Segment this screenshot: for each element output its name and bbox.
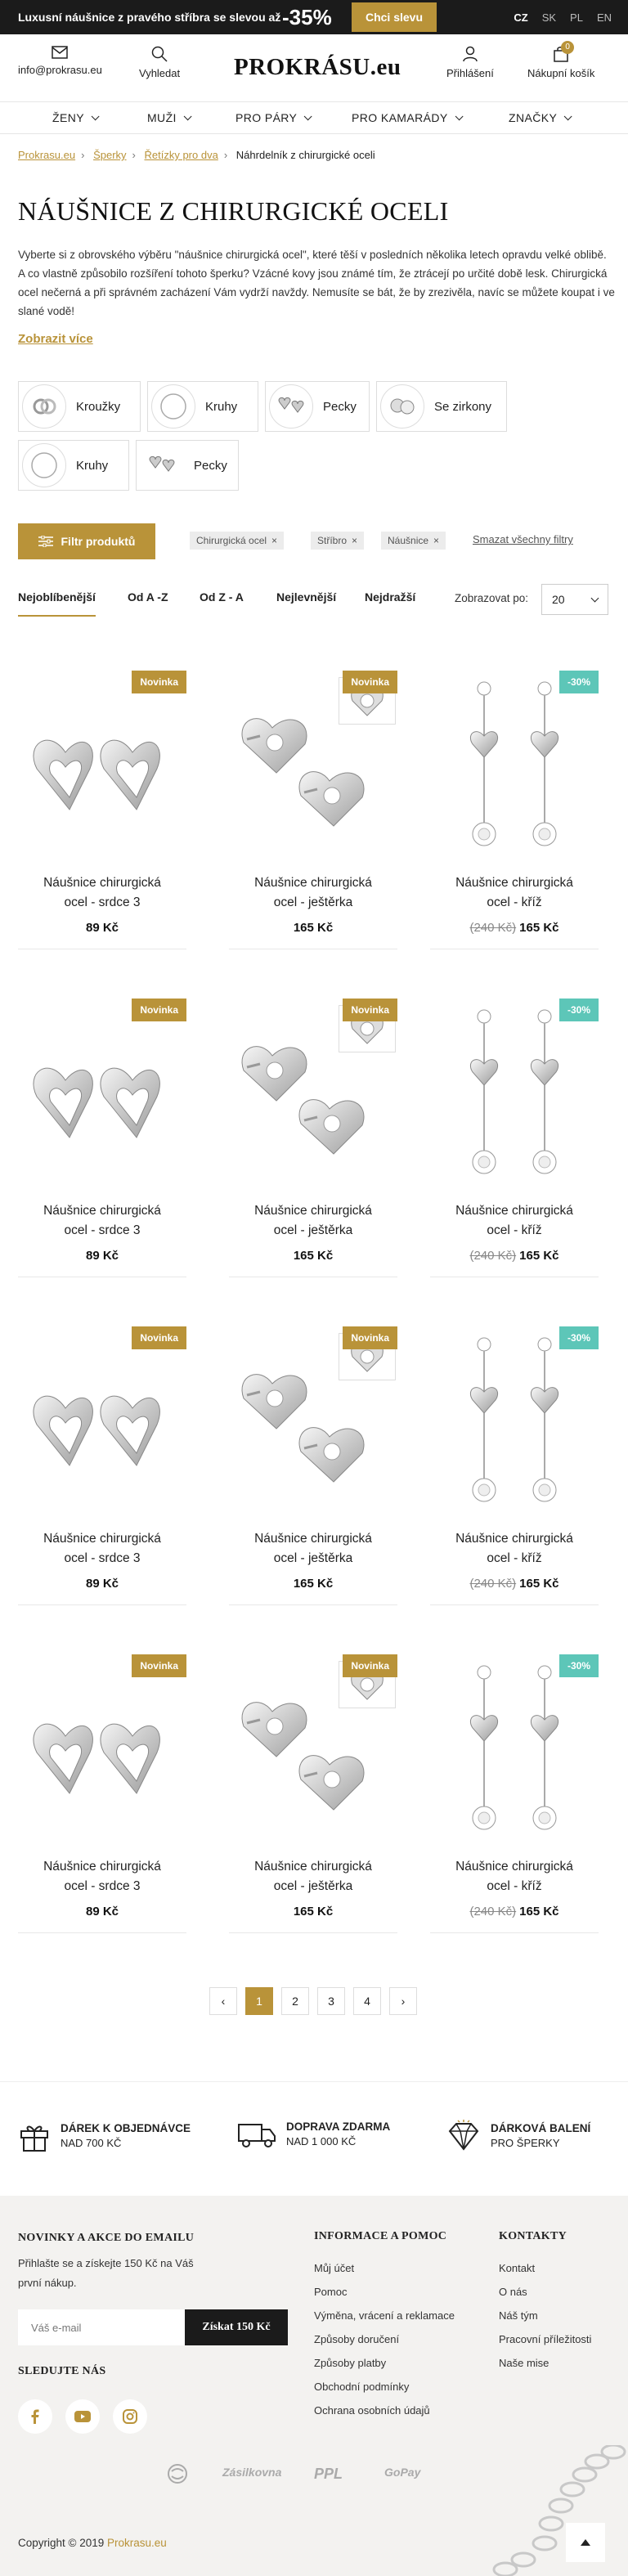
chevron-down-icon: [455, 112, 463, 120]
product-name[interactable]: [430, 1857, 599, 1896]
old-price: (240 Kč): [469, 1905, 517, 1919]
copyright: [18, 2537, 167, 2549]
sort-z-a[interactable]: Od Z - A: [200, 590, 244, 604]
product-price: [430, 921, 599, 935]
nav-label: ZNAČKY: [509, 111, 558, 124]
email-link[interactable]: [18, 46, 102, 76]
drop-earring-icon: [437, 679, 592, 861]
footer-link-terms[interactable]: Obchodní podmínky: [314, 2381, 410, 2393]
product-name-line: Náušnice chirurgická: [455, 876, 573, 890]
new-badge: Novinka: [132, 1326, 186, 1349]
benefit-shipping: [237, 2120, 390, 2149]
product-name-line: ocel - srdce 3: [64, 895, 141, 909]
product-name[interactable]: [18, 1857, 186, 1896]
benefit-sub: NAD 1 000 KČ: [286, 2135, 357, 2147]
product-image[interactable]: [430, 1310, 599, 1510]
facebook-button[interactable]: [18, 2399, 52, 2434]
product-name-line: ocel - ještěrka: [273, 1879, 353, 1893]
ring-earring-icon: [151, 384, 195, 429]
product-name-line: ocel - srdce 3: [64, 1879, 141, 1893]
sort-most-expensive[interactable]: Nejdražší: [365, 590, 416, 604]
breadcrumb-retizky[interactable]: Řetízky pro dva: [144, 149, 218, 161]
breadcrumb-separator: ›: [81, 149, 85, 161]
product-card[interactable]: [430, 1310, 599, 1621]
close-icon: ×: [433, 535, 440, 546]
footer-link-payment[interactable]: Způsoby platby: [314, 2357, 387, 2369]
nav-item-muzi[interactable]: [147, 102, 189, 133]
current-price: 165 Kč: [293, 1249, 334, 1263]
category-label: Kruhy: [205, 399, 238, 414]
youtube-icon: [74, 2411, 91, 2422]
benefit-sub: NAD 700 KČ: [61, 2137, 122, 2149]
footer-link-mission[interactable]: Naše mise: [499, 2357, 550, 2369]
product-price: [430, 1905, 599, 1919]
sliders-icon: [38, 536, 53, 547]
product-name[interactable]: [18, 1201, 186, 1241]
chevron-down-icon: [564, 112, 572, 120]
product-name[interactable]: [18, 1529, 186, 1568]
product-image[interactable]: [18, 654, 186, 855]
current-price: 165 Kč: [519, 1249, 559, 1263]
benefit-title: DÁRKOVÁ BALENÍ: [491, 2122, 591, 2134]
category-kruhy-2[interactable]: [18, 440, 129, 491]
cart-label: Nákupní košík: [527, 67, 595, 79]
current-price: 165 Kč: [519, 1577, 559, 1591]
product-card[interactable]: [18, 654, 186, 965]
copyright-brand[interactable]: Prokrasu.eu: [107, 2537, 167, 2549]
carrier-gopay: GoPay: [384, 2466, 421, 2479]
tag-label: Stříbro: [317, 535, 348, 546]
user-icon: [462, 46, 478, 62]
search-button[interactable]: [139, 46, 180, 79]
filter-tag-chirurgicka-ocel[interactable]: [190, 532, 284, 550]
diamond-icon: [446, 2120, 481, 2152]
sort-popular[interactable]: Nejoblíbenější: [18, 590, 96, 617]
per-page-label: Zobrazovat po:: [455, 592, 529, 604]
product-card[interactable]: [430, 654, 599, 965]
instagram-icon: [123, 2409, 137, 2424]
new-badge: Novinka: [343, 1326, 397, 1349]
sort-a-z[interactable]: Od A -Z: [128, 590, 168, 604]
current-price: 89 Kč: [85, 1577, 119, 1591]
product-image[interactable]: [229, 982, 397, 1183]
pagination-page-1[interactable]: 1: [245, 1987, 273, 2015]
info-links: [314, 2262, 455, 2428]
product-name-line: Náušnice chirurgická: [455, 1532, 573, 1546]
new-badge: Novinka: [343, 999, 397, 1021]
heart-earring-icon: [25, 720, 180, 845]
product-price: [18, 921, 186, 935]
zircon-earring-icon: [380, 384, 424, 429]
hoop-earring-icon: [22, 384, 66, 429]
product-name-line: Náušnice chirurgická: [254, 1532, 372, 1546]
pagination-prev[interactable]: ‹: [209, 1987, 237, 2015]
chevron-down-icon: [304, 112, 312, 120]
footer-link-delivery[interactable]: Způsoby doručení: [314, 2333, 400, 2345]
product-name-line: ocel - kříž: [487, 1879, 542, 1893]
footer-link-about[interactable]: O nás: [499, 2286, 527, 2298]
new-badge: Novinka: [132, 1654, 186, 1677]
filter-button[interactable]: [18, 523, 155, 559]
tag-label: Chirurgická ocel: [196, 535, 267, 546]
product-name-line: Náušnice chirurgická: [254, 1860, 372, 1874]
ceska-posta-logo-icon: [165, 2463, 190, 2484]
cart-button[interactable]: [527, 43, 595, 79]
contact-links: [499, 2262, 591, 2381]
product-name[interactable]: [430, 1529, 599, 1568]
filter-tag-nausnice[interactable]: [381, 532, 446, 550]
youtube-button[interactable]: [65, 2399, 100, 2434]
cart-count-badge: 0: [561, 41, 574, 54]
chevron-down-icon: [591, 595, 599, 603]
current-price: 89 Kč: [85, 1905, 119, 1919]
lang-sk[interactable]: SK: [541, 11, 557, 24]
close-icon: ×: [271, 535, 278, 546]
category-pecky-2[interactable]: [136, 440, 239, 491]
newsletter-text-line: první nákup.: [18, 2277, 77, 2289]
mail-icon: [52, 46, 68, 59]
footer-link-returns[interactable]: Výměna, vrácení a reklamace: [314, 2309, 455, 2322]
product-price: [229, 1577, 397, 1591]
divider: [430, 1604, 599, 1605]
filter-label: Filtr produktů: [61, 535, 136, 548]
product-image[interactable]: [18, 982, 186, 1183]
breadcrumb-current: Náhrdelník z chirurgické oceli: [236, 149, 375, 161]
close-icon: ×: [352, 535, 358, 546]
pagination-next[interactable]: ›: [389, 1987, 417, 2015]
carrier-zasilkovna: Zásilkovna: [222, 2466, 282, 2479]
ring-earring-icon: [22, 443, 66, 487]
nav-label: PRO KAMARÁDY: [352, 111, 448, 124]
product-card[interactable]: [229, 1310, 397, 1621]
product-name-line: ocel - kříž: [487, 1223, 542, 1237]
footer-link-account[interactable]: Můj účet: [314, 2262, 355, 2274]
product-image[interactable]: [18, 1310, 186, 1510]
new-badge: Novinka: [132, 999, 186, 1021]
product-price: [430, 1577, 599, 1591]
product-image[interactable]: [430, 654, 599, 855]
category-kruhy[interactable]: [147, 381, 258, 432]
new-badge: Novinka: [132, 671, 186, 693]
login-label: Přihlášení: [446, 67, 494, 79]
promo-discount: -35%: [282, 5, 332, 29]
product-image[interactable]: [229, 1638, 397, 1838]
caret-up-icon: [581, 2539, 590, 2546]
product-price: [229, 1249, 397, 1263]
divider: [430, 1932, 599, 1933]
product-image[interactable]: [229, 1310, 397, 1510]
current-price: 165 Kč: [519, 1905, 559, 1919]
tag-label: Náušnice: [388, 535, 429, 546]
nav-label: MUŽI: [147, 111, 177, 124]
product-image[interactable]: [430, 982, 599, 1183]
current-price: 89 Kč: [85, 1249, 119, 1263]
product-image[interactable]: [430, 1638, 599, 1838]
category-label: Kroužky: [76, 399, 121, 414]
nav-label: ŽENY: [52, 111, 84, 124]
product-price: [430, 1249, 599, 1263]
product-name-line: ocel - ještěrka: [273, 1223, 353, 1237]
newsletter-title: NOVINKY A AKCE DO EMAILU: [18, 2232, 195, 2244]
info-title: INFORMACE A POMOC: [314, 2230, 447, 2242]
category-se-zirkony[interactable]: [376, 381, 507, 432]
product-price: [229, 1905, 397, 1919]
product-card[interactable]: [229, 982, 397, 1293]
drop-earring-icon: [437, 1335, 592, 1517]
category-description: Vyberte si z obrovského výběru "náušnice chirurgická ocel", které těší v posledních několika letech opravdu velké oblibě. A co vlastně způsobilo rozšíření tohoto šperku? Vzácné kovy jsou známé tím, že ztrácejí po určité době lesk. Chirurgická ocel nečerná a při správném zacházení Vám vydrží navždy. Nemusíte se bát, že by zrezivěla, navíc se můžete koupat i ve slané vodě!: [18, 249, 615, 317]
discount-badge: -30%: [559, 671, 599, 693]
breadcrumb-sperky[interactable]: Šperky: [93, 149, 127, 161]
product-card[interactable]: [229, 654, 397, 965]
lang-en[interactable]: EN: [596, 11, 612, 24]
page-title: NÁUŠNICE Z CHIRURGICKÉ OCELI: [18, 196, 449, 226]
category-label: Pecky: [194, 458, 227, 473]
copyright-text: Copyright © 2019: [18, 2537, 105, 2549]
benefit-gift: [18, 2120, 191, 2152]
heart-earring-icon: [25, 1376, 180, 1501]
sort-cheapest[interactable]: Nejlevnější: [276, 590, 337, 604]
discount-badge: -30%: [559, 1326, 599, 1349]
divider: [18, 1604, 186, 1605]
product-name-line: ocel - ještěrka: [273, 1551, 353, 1565]
product-name-line: ocel - ještěrka: [273, 895, 353, 909]
product-name-line: ocel - kříž: [487, 895, 542, 909]
stud-earring-icon: [140, 443, 184, 487]
login-button[interactable]: [446, 46, 494, 79]
old-price: (240 Kč): [469, 1249, 517, 1263]
product-price: [18, 1905, 186, 1919]
benefits-strip: [0, 2081, 628, 2196]
drop-earring-icon: [437, 1663, 592, 1845]
footer-link-contact[interactable]: Kontakt: [499, 2262, 536, 2274]
divider: [18, 1932, 186, 1933]
current-price: 165 Kč: [293, 1905, 334, 1919]
current-price: 165 Kč: [293, 921, 334, 935]
chain-decoration-icon: [491, 2445, 628, 2576]
old-price: (240 Kč): [469, 1577, 517, 1591]
product-name-line: ocel - kříž: [487, 1551, 542, 1565]
product-name[interactable]: [229, 1857, 397, 1896]
carrier-ppl: PPL: [314, 2466, 343, 2482]
old-price: (240 Kč): [469, 921, 517, 935]
product-name-line: Náušnice chirurgická: [455, 1860, 573, 1874]
product-card[interactable]: [430, 1638, 599, 1949]
footer-link-careers[interactable]: Pracovní příležitosti: [499, 2333, 592, 2345]
benefit-packaging: [446, 2120, 590, 2152]
breadcrumb-separator: ›: [223, 149, 228, 161]
nav-item-pro-pary[interactable]: [236, 102, 309, 133]
email-field[interactable]: Váš e-mail: [18, 2309, 185, 2345]
product-price: [18, 1249, 186, 1263]
category-label: Se zirkony: [434, 399, 492, 414]
product-name[interactable]: [18, 873, 186, 913]
current-price: 89 Kč: [85, 921, 119, 935]
instagram-button[interactable]: [113, 2399, 147, 2434]
lang-pl[interactable]: PL: [570, 11, 583, 24]
discount-badge: -30%: [559, 999, 599, 1021]
per-page-value: 20: [552, 593, 565, 606]
nav-item-znacky[interactable]: [509, 102, 569, 133]
pagination-page-2[interactable]: 2: [281, 1987, 309, 2015]
stud-earring-icon: [269, 384, 313, 429]
email-text: info@prokrasu.eu: [18, 64, 102, 76]
pagination-page-4[interactable]: 4: [353, 1987, 381, 2015]
product-image[interactable]: [18, 1638, 186, 1838]
product-name-line: Náušnice chirurgická: [455, 1204, 573, 1218]
main-nav: [0, 101, 628, 134]
newsletter-submit-button[interactable]: Získat 150 Kč: [185, 2309, 288, 2345]
product-name-line: ocel - srdce 3: [64, 1551, 141, 1565]
benefit-sub: PRO ŠPERKY: [491, 2137, 560, 2149]
logo[interactable]: PROKRÁSU.eu: [234, 54, 401, 80]
product-name-line: ocel - srdce 3: [64, 1223, 141, 1237]
site-header: [0, 34, 628, 101]
pagination-page-3[interactable]: 3: [317, 1987, 345, 2015]
breadcrumb: [18, 149, 375, 161]
new-badge: Novinka: [343, 671, 397, 693]
footer-link-help[interactable]: Pomoc: [314, 2286, 348, 2298]
product-name-line: Náušnice chirurgická: [43, 1860, 161, 1874]
product-card[interactable]: [18, 982, 186, 1293]
product-name-line: Náušnice chirurgická: [254, 876, 372, 890]
product-name[interactable]: [229, 873, 397, 913]
product-card[interactable]: [229, 1638, 397, 1949]
product-card[interactable]: [18, 1310, 186, 1621]
newsletter-text: [18, 2254, 194, 2293]
discount-badge: -30%: [559, 1654, 599, 1677]
current-price: 165 Kč: [293, 1577, 334, 1591]
benefit-title: DÁREK K OBJEDNÁVCE: [61, 2122, 191, 2134]
product-card[interactable]: [430, 982, 599, 1293]
new-badge: Novinka: [343, 1654, 397, 1677]
category-label: Kruhy: [76, 458, 109, 473]
breadcrumb-separator: ›: [132, 149, 136, 161]
heart-earring-icon: [25, 1703, 180, 1829]
heart-earring-icon: [25, 1048, 180, 1173]
product-name[interactable]: [430, 873, 599, 913]
footer-link-privacy[interactable]: Ochrana osobních údajů: [314, 2404, 430, 2417]
chevron-down-icon: [92, 112, 100, 120]
follow-title: SLEDUJTE NÁS: [18, 2365, 106, 2377]
per-page-select[interactable]: [541, 584, 608, 615]
show-more-link[interactable]: Zobrazit více: [18, 332, 93, 346]
language-switcher: [514, 0, 612, 34]
drop-earring-icon: [437, 1007, 592, 1189]
product-price: [18, 1577, 186, 1591]
product-name-line: Náušnice chirurgická: [43, 1532, 161, 1546]
nav-item-zeny[interactable]: [52, 102, 96, 133]
nav-item-pro-kamarady[interactable]: [352, 102, 460, 133]
product-name-line: Náušnice chirurgická: [43, 1204, 161, 1218]
current-price: 165 Kč: [519, 921, 559, 935]
promo-button[interactable]: Chci slevu: [352, 2, 437, 32]
truck-icon: [237, 2120, 276, 2149]
product-price: [229, 921, 397, 935]
category-label: Pecky: [323, 399, 357, 414]
contacts-title: KONTAKTY: [499, 2230, 567, 2242]
category-krouzky[interactable]: [18, 381, 141, 432]
category-pecky[interactable]: [265, 381, 370, 432]
product-card[interactable]: [18, 1638, 186, 1949]
product-name[interactable]: [229, 1529, 397, 1568]
search-icon: [151, 46, 168, 62]
promo-bar: [0, 0, 628, 34]
product-image[interactable]: [229, 654, 397, 855]
promo-text: Luxusní náušnice z pravého stříbra se slevou až: [18, 11, 281, 24]
scroll-to-top-button[interactable]: [566, 2523, 605, 2562]
product-name[interactable]: [229, 1201, 397, 1241]
benefit-title: DOPRAVA ZDARMA: [286, 2120, 391, 2133]
product-name[interactable]: [430, 1201, 599, 1241]
breadcrumb-home[interactable]: Prokrasu.eu: [18, 149, 76, 161]
divider: [229, 1604, 397, 1605]
lang-cz[interactable]: CZ: [514, 11, 528, 24]
facebook-icon: [31, 2409, 39, 2424]
gift-icon: [18, 2120, 51, 2152]
product-name-line: Náušnice chirurgická: [254, 1204, 372, 1218]
filter-tag-stribro[interactable]: [311, 532, 364, 550]
divider: [229, 1932, 397, 1933]
chevron-down-icon: [183, 112, 191, 120]
nav-label: PRO PÁRY: [236, 111, 298, 124]
clear-filters-link[interactable]: Smazat všechny filtry: [473, 533, 573, 545]
product-name-line: Náušnice chirurgická: [43, 876, 161, 890]
search-label: Vyhledat: [139, 67, 181, 79]
footer-link-team[interactable]: Náš tým: [499, 2309, 538, 2322]
newsletter-text-line: Přihlašte se a získejte 150 Kč na Váš: [18, 2257, 194, 2269]
